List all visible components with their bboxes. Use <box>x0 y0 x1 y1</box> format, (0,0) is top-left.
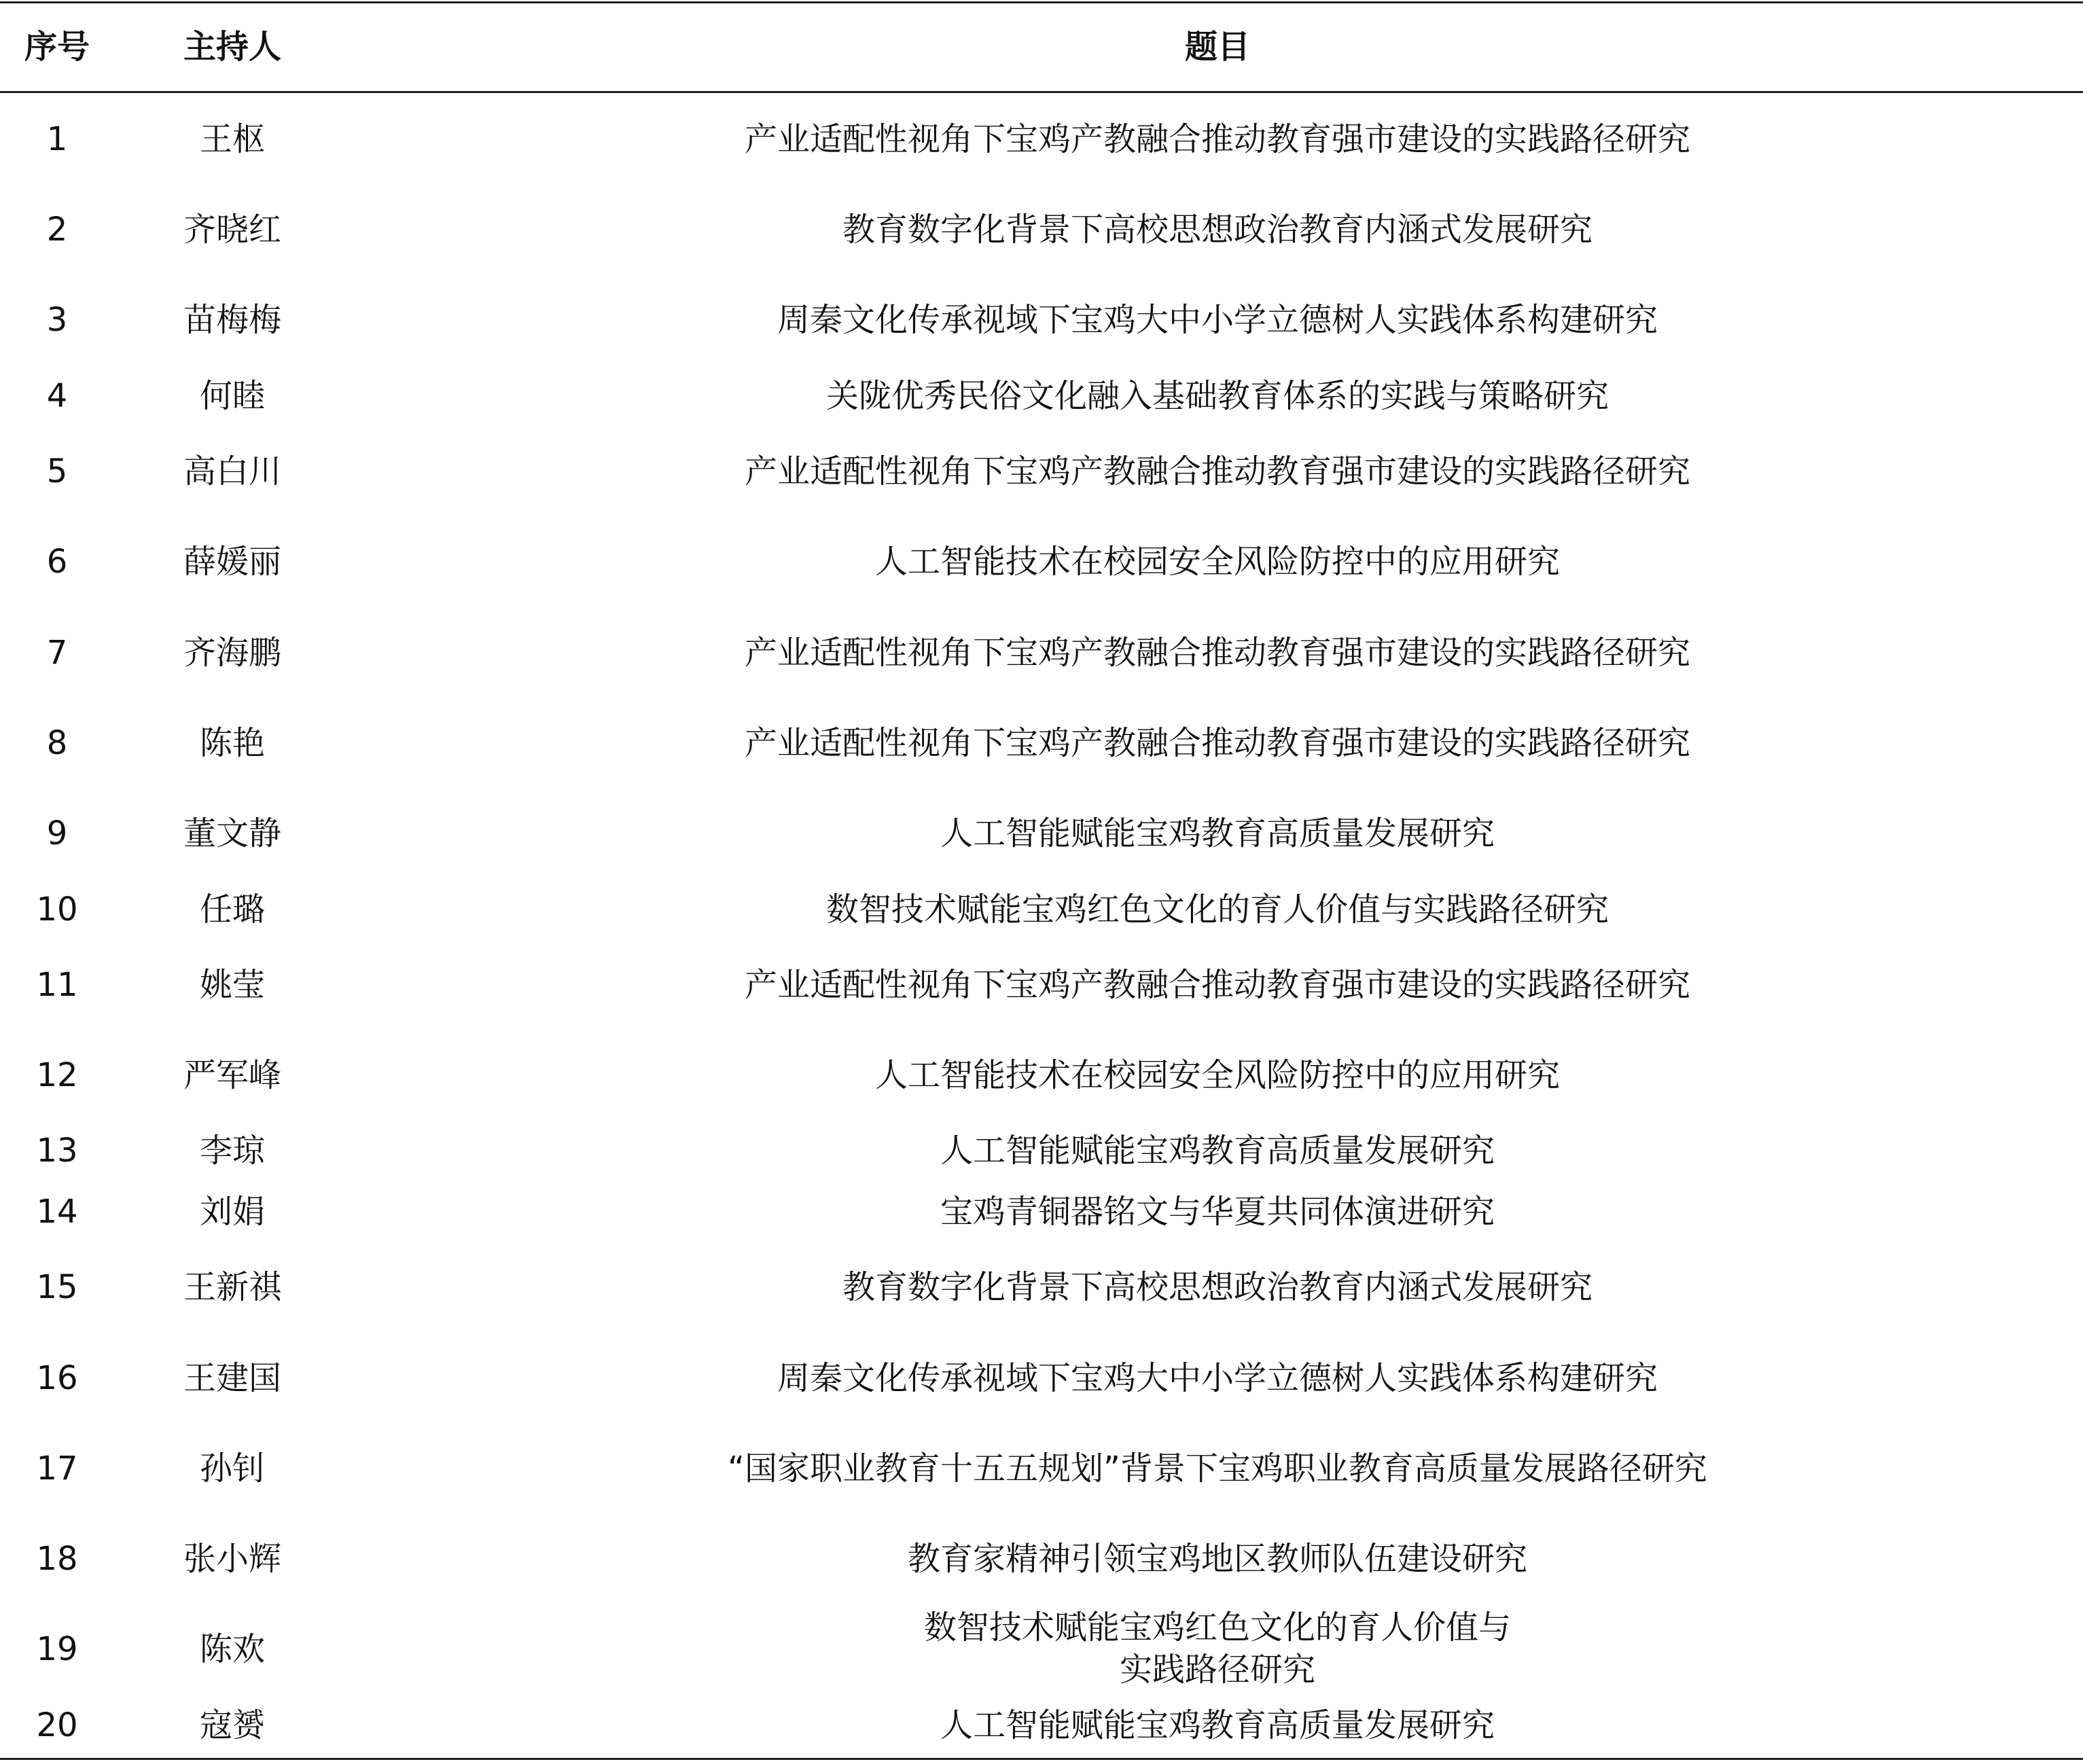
row-title: 人工智能赋能宝鸡教育高质量发展研究 <box>940 814 1495 852</box>
row-host: 陈欢 <box>199 1630 265 1668</box>
row-title: 周秦文化传承视域下宝鸡大中小学立德树人实践体系构建研究 <box>777 1359 1658 1397</box>
row-title: 数智技术赋能宝鸡红色文化的育人价值与实践路径研究 <box>825 890 1609 929</box>
row-title: 教育家精神引领宝鸡地区教师队伍建设研究 <box>907 1540 1527 1578</box>
row-number: 7 <box>46 634 68 672</box>
row-host: 高白川 <box>183 452 281 490</box>
row-host: 陈艳 <box>199 724 265 762</box>
row-host: 王新祺 <box>183 1268 281 1306</box>
row-title: 人工智能技术在校园安全风险防控中的应用研究 <box>874 543 1560 581</box>
row-title <box>587 1606 1848 1691</box>
row-host: 李琼 <box>199 1132 265 1170</box>
row-number: 20 <box>36 1706 78 1744</box>
row-number: 3 <box>46 301 68 339</box>
row-number: 5 <box>46 452 68 490</box>
row-host: 苗梅梅 <box>183 301 281 339</box>
row-number: 15 <box>36 1268 78 1306</box>
row-host: 董文静 <box>183 814 281 852</box>
row-host: 孙钊 <box>199 1450 265 1488</box>
row-host: 姚莹 <box>199 966 265 1004</box>
row-title: 人工智能赋能宝鸡教育高质量发展研究 <box>940 1706 1495 1744</box>
row-number: 11 <box>36 966 78 1004</box>
row-title: 周秦文化传承视域下宝鸡大中小学立德树人实践体系构建研究 <box>777 301 1658 339</box>
row-number: 1 <box>46 120 68 158</box>
row-host: 王建国 <box>183 1359 281 1397</box>
row-number: 10 <box>36 890 78 929</box>
row-host: 刘娟 <box>199 1193 265 1231</box>
table-bottom-rule <box>0 1758 2083 1760</box>
row-number: 8 <box>46 724 68 762</box>
row-host: 薛媛丽 <box>183 543 281 581</box>
row-title: 宝鸡青铜器铭文与华夏共同体演进研究 <box>940 1193 1495 1231</box>
row-title: 教育数字化背景下高校思想政治教育内涵式发展研究 <box>842 211 1592 249</box>
header-number: 序号 <box>24 28 90 66</box>
row-number: 19 <box>36 1630 78 1668</box>
row-number: 6 <box>46 543 68 581</box>
row-number: 18 <box>36 1540 78 1578</box>
row-host: 张小辉 <box>183 1540 281 1578</box>
header-title: 题目 <box>1184 28 1250 66</box>
row-title: 人工智能赋能宝鸡教育高质量发展研究 <box>940 1132 1495 1170</box>
row-number: 16 <box>36 1359 78 1397</box>
row-host: 齐晓红 <box>183 211 281 249</box>
row-title: 产业适配性视角下宝鸡产教融合推动教育强市建设的实践路径研究 <box>744 724 1690 762</box>
row-number: 17 <box>36 1450 78 1488</box>
row-title: 关陇优秀民俗文化融入基础教育体系的实践与策略研究 <box>825 377 1609 415</box>
row-title: 教育数字化背景下高校思想政治教育内涵式发展研究 <box>842 1268 1592 1306</box>
row-host: 严军峰 <box>183 1056 281 1094</box>
table-top-rule <box>0 1 2083 3</box>
row-number: 4 <box>46 377 68 415</box>
row-title: 产业适配性视角下宝鸡产教融合推动教育强市建设的实践路径研究 <box>744 452 1690 490</box>
row-number: 2 <box>46 211 68 249</box>
row-title: 产业适配性视角下宝鸡产教融合推动教育强市建设的实践路径研究 <box>744 966 1690 1004</box>
row-title-line-2: 实践路径研究 <box>1119 1651 1315 1689</box>
row-host: 任璐 <box>199 890 265 929</box>
row-title: 人工智能技术在校园安全风险防控中的应用研究 <box>874 1056 1560 1094</box>
row-number: 12 <box>36 1056 78 1094</box>
row-title: “国家职业教育十五五规划”背景下宝鸡职业教育高质量发展路径研究 <box>728 1450 1707 1488</box>
row-title: 产业适配性视角下宝鸡产教融合推动教育强市建设的实践路径研究 <box>744 634 1690 672</box>
row-host: 寇赟 <box>199 1706 265 1744</box>
table-header-rule <box>0 91 2083 93</box>
header-host: 主持人 <box>183 28 281 66</box>
row-number: 13 <box>36 1132 78 1170</box>
row-host: 何睦 <box>199 377 265 415</box>
row-host: 王枢 <box>199 120 265 158</box>
row-number: 14 <box>36 1193 78 1231</box>
row-number: 9 <box>46 814 68 852</box>
row-host: 齐海鹏 <box>183 634 281 672</box>
row-title-line-1: 数智技术赋能宝鸡红色文化的育人价值与 <box>923 1608 1511 1646</box>
row-title: 产业适配性视角下宝鸡产教融合推动教育强市建设的实践路径研究 <box>744 120 1690 158</box>
